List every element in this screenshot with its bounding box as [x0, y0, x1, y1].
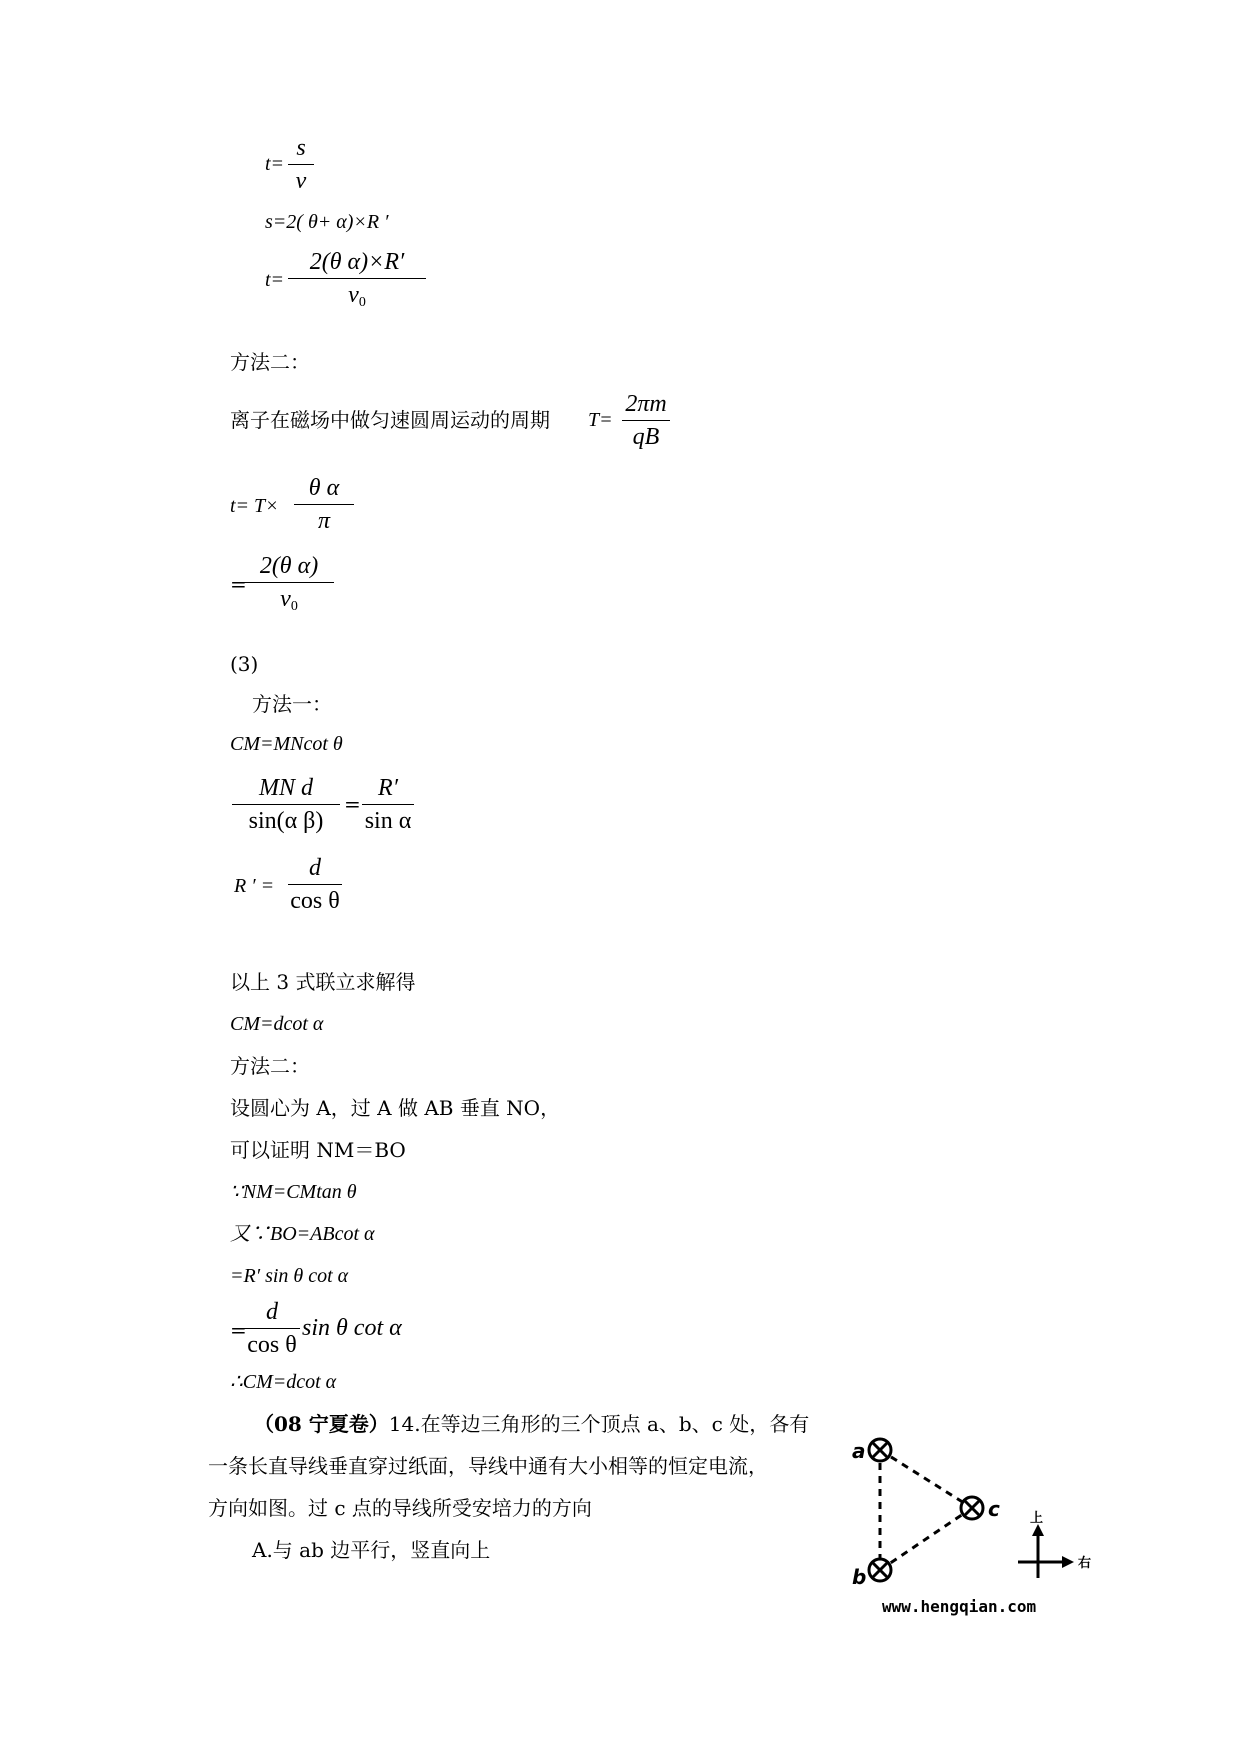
t-times-lhs: t= T× [230, 495, 279, 517]
label-a: a [852, 1439, 866, 1463]
numerator: 2(θ α)×R′ [309, 249, 405, 275]
wire-c-icon [961, 1497, 983, 1519]
fraction-bar [232, 804, 340, 805]
fraction-d-over-cos [288, 854, 342, 915]
watermark: www.hengqian.com [882, 1597, 1037, 1616]
denominator: sin(α β) [248, 808, 324, 834]
denominator: qB [632, 424, 660, 450]
numerator: θ α [308, 475, 340, 501]
frac-tail: sin θ cot α [302, 1315, 402, 1341]
numerator: d [309, 855, 321, 881]
expand-r-prime: =R′ sin θ cot α [230, 1265, 349, 1287]
question-14-line3: 方向如图。过 c 点的导线所受安培力的方向 [208, 1496, 592, 1520]
part-3-label: (3) [230, 652, 259, 676]
method-two-label: 方法二： [230, 350, 310, 374]
numerator: s [296, 135, 306, 161]
fraction-bar [288, 278, 426, 279]
fraction-sine-rule-left [232, 774, 340, 835]
method-two-label-2: 方法二： [230, 1054, 310, 1078]
denominator: v0 [348, 282, 366, 310]
denominator: sin α [364, 808, 412, 834]
cm-mn-cot: CM=MNcot θ [230, 733, 343, 755]
label-b: b [852, 1565, 867, 1589]
fraction-period [622, 390, 670, 451]
question-14-line1 [254, 1412, 809, 1436]
fraction-d-cos-theta [244, 1298, 300, 1359]
fraction-bar [288, 164, 314, 165]
fraction-theta-alpha-pi [294, 474, 354, 535]
combine-text: 以上 3 式联立求解得 [230, 970, 416, 994]
fraction-bar [288, 884, 342, 885]
therefore-cm: ∴CM=dcot α [230, 1371, 337, 1393]
fraction-bar [294, 504, 354, 505]
triangle-wires-figure [840, 1420, 1100, 1620]
fraction-time-v0 [244, 552, 334, 621]
method-one-label: 方法一： [252, 692, 332, 716]
question-source: （08 宁夏卷） [254, 1412, 389, 1436]
denominator: cos θ [290, 888, 340, 914]
fraction-bar [244, 582, 334, 583]
prove-text: 可以证明 NM＝BO [230, 1138, 406, 1162]
period-text: 离子在磁场中做匀速圆周运动的周期 [230, 408, 550, 432]
question-text-1: 14.在等边三角形的三个顶点 a、b、c 处，各有 [388, 1412, 810, 1436]
edge-bc [880, 1508, 972, 1570]
frac-lhs: = [230, 1318, 247, 1342]
denominator: cos θ [247, 1332, 297, 1358]
label-c: c [988, 1497, 1000, 1521]
s-formula: s=2( θ+ α)×R ′ [265, 211, 389, 233]
ratio-equals: = [344, 792, 361, 816]
wire-a-icon [869, 1439, 891, 1461]
result-cm: CM=dcot α [230, 1013, 324, 1035]
numerator: 2πm [625, 391, 667, 417]
fraction-bar [362, 804, 414, 805]
because-bo: 又∵BO=ABcot α [230, 1223, 375, 1245]
label-up: 上 [1030, 1511, 1044, 1526]
numerator: R′ [378, 775, 398, 801]
direction-axes-icon [1018, 1524, 1074, 1578]
denominator: v0 [280, 586, 298, 614]
set-center-text: 设圆心为 A，过 A 做 AB 垂直 NO， [230, 1096, 561, 1120]
fraction-bar [244, 1328, 300, 1329]
t-lhs-1: t= [265, 153, 285, 175]
eq-lhs: = [230, 572, 247, 596]
option-a: A.与 ab 边平行，竖直向上 [252, 1538, 491, 1562]
denominator: v [295, 168, 307, 194]
denominator: π [317, 508, 331, 534]
t-lhs-2: t= [265, 269, 285, 291]
fraction-time-arc [288, 248, 426, 317]
r-prime-lhs: R ′ = [234, 875, 275, 897]
wire-b-icon [869, 1559, 891, 1581]
label-right: 右 [1078, 1556, 1092, 1571]
fraction-s-over-v [288, 134, 314, 195]
numerator: 2(θ α) [259, 553, 319, 579]
edge-ac [880, 1450, 972, 1508]
question-14-line2: 一条长直导线垂直穿过纸面，导线中通有大小相等的恒定电流， [208, 1454, 768, 1478]
numerator: MN d [259, 775, 313, 801]
period-lhs: T= [588, 409, 613, 431]
numerator: d [266, 1299, 278, 1325]
fraction-sine-rule-right [362, 774, 414, 835]
fraction-bar [622, 420, 670, 421]
because-nm: ∵NM=CMtan θ [230, 1181, 357, 1203]
